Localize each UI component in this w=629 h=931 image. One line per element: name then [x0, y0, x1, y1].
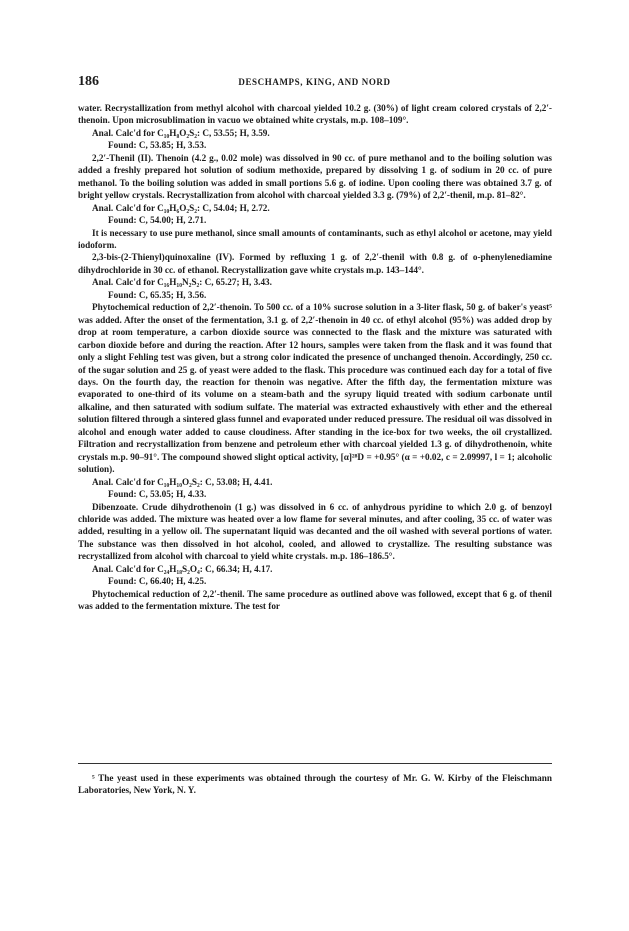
running-head: DESCHAMPS, KING, AND NORD — [238, 77, 391, 87]
paragraph: water. Recrystallization from methyl alcohol with charcoal yielded 10.2 g. (30%) of light cream colored crystals of 2,2′-thenoin. Upon microsublimation in vacuo we obtained white crystals, m.p. 108–109°. — [78, 103, 552, 126]
analysis-found: Found: C, 53.85; H, 3.53. — [108, 140, 207, 151]
body-text — [78, 102, 552, 613]
analysis-found: Found: C, 54.00; H, 2.71. — [108, 215, 207, 226]
analysis-calculated: Anal. Calc'd for C₂₄H₁₈S₂O₄: C, 66.34; H, 4.17. — [92, 563, 273, 574]
paragraph: 2,2′-Thenil (II). Thenoin (4.2 g., 0.02 mole) was dissolved in 90 cc. of pure methanol and to the boiling solution was added a freshly prepared hot solution of sodium methoxide, prepared by dissolving 1 g. of sodium in 20 cc. of pure methanol. To the boiling solution was added in small portions 5.6 g. of iodine. Upon cooling there was obtained 3.7 g. of bright yellow crystals. Recrystallization from alcohol with charcoal yielded 3.3 g. (79%) of 2,2′-thenil, m.p. 81–82°. — [78, 152, 552, 201]
analysis-found: Found: C, 53.05; H, 4.33. — [108, 489, 207, 500]
analysis-found: Found: C, 66.40; H, 4.25. — [108, 576, 207, 587]
paragraph: Dibenzoate. Crude dihydrothenoin (1 g.) was dissolved in 6 cc. of anhydrous pyridine to which 2.0 g. of benzoyl chloride was added. The mixture was heated over a low flame for several minutes, and after cooling, 35 cc. of water was added, resulting in a yellow oil. The supernatant liquid was decanted and the oil washed with several portions of water. The substance was then dissolved in hot alcohol, cooled, and allowed to crystallize. The resulting substance was recrystallized from alcohol with charcoal to yield white crystals. m.p. 186–186.5°. — [78, 501, 552, 562]
analysis-calculated: Anal. Calc'd for C₁₀H₈O₂S₂: C, 53.55; H, 3.59. — [92, 127, 270, 138]
footnote-divider — [78, 763, 552, 764]
page-number: 186 — [78, 74, 99, 89]
paragraph: Phytochemical reduction of 2,2′-thenil. The same procedure as outlined above was followed, except that 6 g. of thenil was added to the fermentation mixture. The test for — [78, 588, 552, 612]
page-header — [76, 74, 553, 92]
analysis-calculated: Anal. Calc'd for C₁₆H₁₀N₂S₂: C, 65.27; H, 3.43. — [92, 277, 272, 288]
paragraph: 2,3-bis-(2-Thienyl)quinoxaline (IV). Formed by refluxing 1 g. of 2,2′-thenil with 0.8 g. of o-phenylenediamine dihydrochloride in 30 cc. of ethanol. Recrystallization gave white crystals m.p. 143–144°. — [78, 252, 552, 275]
paragraph: It is necessary to use pure methanol, since small amounts of contaminants, such as ethyl alcohol or acetone, may yield iodoform. — [78, 227, 552, 250]
footnote-text: ⁵ The yeast used in these experiments was obtained through the courtesy of Mr. G. W. Kirby of the Fleischmann Laboratories, New York, N. Y. — [78, 773, 552, 796]
footnote — [78, 772, 552, 797]
paragraph: Phytochemical reduction of 2,2′-thenoin. To 500 cc. of a 10% sucrose solution in a 3-liter flask, 50 g. of baker's yeast⁵ was added. After the onset of the fermentation, 3.1 g. of 2,2′-thenoin in 40 cc. of ethyl alcohol (95%) was added drop by drop at room temperature, a carbon dioxide source was connected to the flask and the mixture was saturated with carbon dioxide before and during the reaction. After 12 hours, samples were taken from the flask and it was found that only a slight Fehling test was given, but a strong color indicated the presence of unchanged thenoin. Accordingly, 250 cc. of the sugar solution and 25 g. of yeast were added to the flask. This procedure was continued each day for a total of five days. On the fourth day, the reaction for thenoin was negative. After the fifth day, the fermentation mixture was evaporated to one-third of its volume on a steam-bath and the syrupy liquid treated with sodium carbonate until alkaline, and then saturated with sodium sulfate. The material was extracted exhaustively with ether and the ethereal solution filtered through a sintered glass funnel and evaporated under reduced pressure. The residual oil was dissolved in alcohol and enough water added to cause cloudiness. After standing in the ice-box for two weeks, the oil crystallized. Filtration and recrystallization from benzene and petroleum ether with charcoal yielded 1.3 g. of dihydrothenoin, white crystals m.p. 90–91°. The compound showed slight optical activity, [α]²⁸D = +0.95° (α = +0.02, c = 2.09997, l = 1; alcoholic solution). — [78, 302, 552, 475]
analysis-calculated: Anal. Calc'd for C₁₀H₆O₂S₂: C, 54.04; H, 2.72. — [92, 202, 270, 213]
analysis-calculated: Anal. Calc'd for C₁₀H₁₀O₂S₂: C, 53.08; H, 4.41. — [92, 476, 273, 487]
analysis-found: Found: C, 65.35; H, 3.56. — [108, 289, 207, 300]
